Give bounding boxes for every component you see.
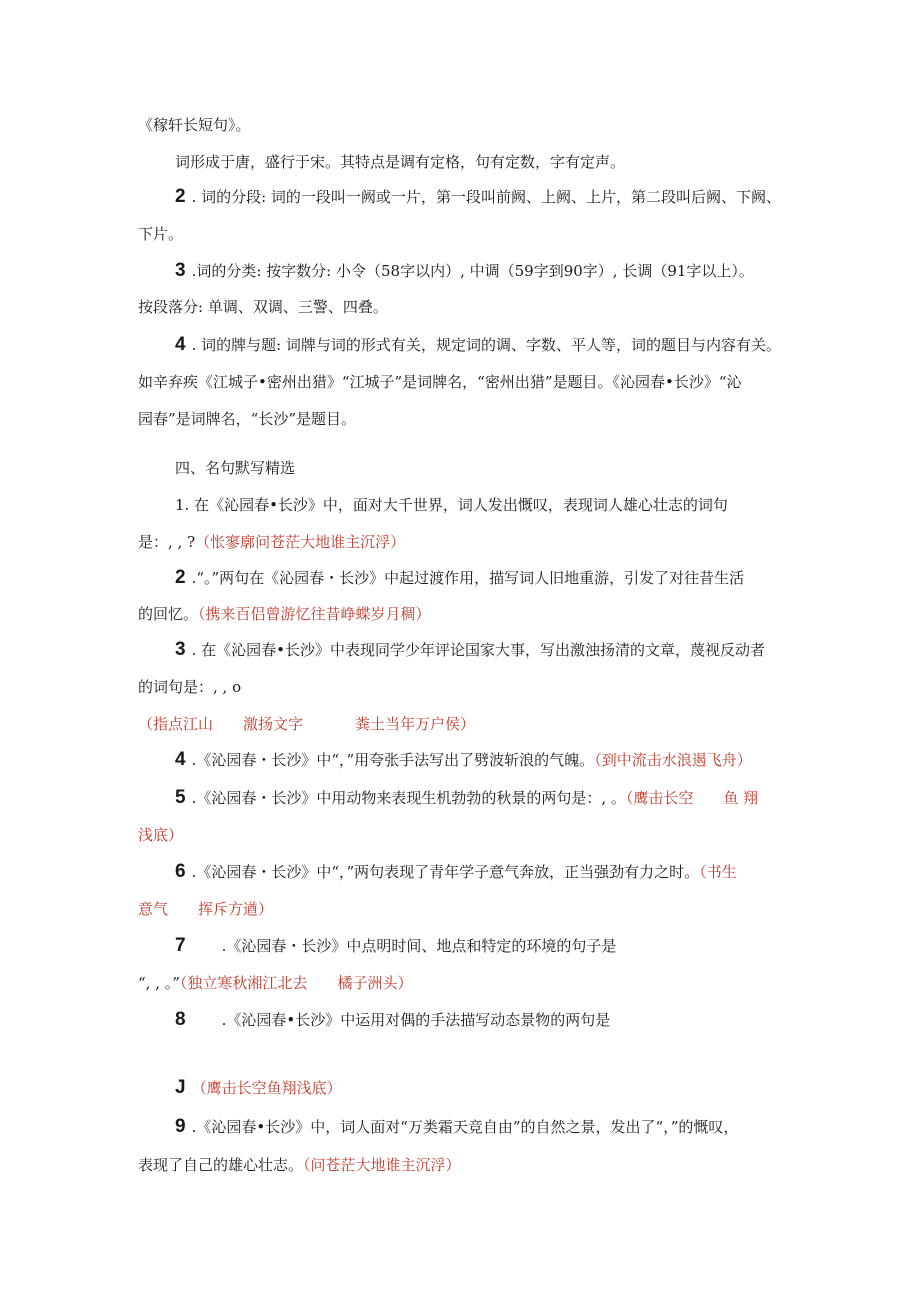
item-number: 4 <box>175 749 186 770</box>
answer-marker: J <box>175 1077 186 1098</box>
item-number: 3 <box>175 639 186 660</box>
question-7 <box>175 936 825 956</box>
section-title: 四、名句默写精选 <box>175 459 296 477</box>
answer-text: （鹰击长空 <box>625 789 694 807</box>
item-text: .词的分类: 按字数分: 小令（58字以内）, 中调（59字到90字）, 长调（91字以上）。 <box>191 262 754 280</box>
item-number: 6 <box>175 861 186 882</box>
answer-text: 粪土当年万户侯） <box>355 715 476 733</box>
question-9-cont <box>138 1155 788 1175</box>
answer-text: （独立寒秋湘江北去 <box>179 974 308 992</box>
answer-text: （指点江山 <box>138 715 214 733</box>
answer-text: （书生 <box>699 863 737 881</box>
intro-item-3-cont: 按段落分: 单调、双调、三警、四叠。 <box>138 298 388 316</box>
question-text: .《沁园春・长沙》中用动物来表现生机勃勃的秋景的两句是：, 。 <box>191 789 626 807</box>
intro-line-0: 《稼轩长短句》。 <box>138 116 251 134</box>
item-number: 5 <box>175 787 186 808</box>
item-number: 3 <box>175 260 186 281</box>
question-text: 表现了自己的雄心壮志。 <box>138 1156 304 1174</box>
item-number: 4 <box>175 334 186 355</box>
intro-item-2 <box>175 187 825 207</box>
intro-definition: 词形成于唐，盛行于宋。其特点是调有定格，句有定数，字有定声。 <box>175 153 626 171</box>
question-5 <box>175 788 825 808</box>
intro-item-4-cont-2: 园春”是词牌名，“长沙”是题目。 <box>138 410 357 428</box>
intro-item-4 <box>175 335 825 355</box>
question-text: .《沁园春・长沙》中“，”两句表现了青年学子意气奔放，正当强劲有力之时。 <box>191 863 700 881</box>
question-text: .《沁园春・长沙》中点明时间、地点和特定的环境的句子是 <box>221 937 617 955</box>
question-7-cont <box>138 973 788 993</box>
answer-text: （鹰击长空鱼翔浅底） <box>191 1079 342 1097</box>
answer-text: 浅底） <box>138 826 184 844</box>
question-6 <box>175 862 825 882</box>
question-text: .《沁园春•长沙》中，词人面对“万类霜天竞自由”的自然之景，发出了“，”的慨叹， <box>191 1118 739 1136</box>
question-3-cont: 的词句是：, , o <box>138 678 242 696</box>
answer-text: 意气 <box>138 900 169 918</box>
question-9 <box>175 1117 825 1137</box>
question-1-cont <box>138 532 788 552</box>
question-text: .《沁园春・长沙》中“，”用夸张手法写出了劈波斩浪的气魄。 <box>191 751 595 769</box>
question-8-answer <box>175 1078 825 1098</box>
item-number: 2 <box>175 567 186 588</box>
item-text: . 词的分段: 词的一段叫一阙或一片，第一段叫前阙、上阙、上片，第二段叫后阙、下阙、 <box>191 188 781 206</box>
question-text: “, , 。” <box>138 974 180 992</box>
intro-item-2-cont: 下片。 <box>138 225 184 243</box>
item-number: 7 <box>175 935 186 956</box>
question-5-cont <box>138 825 788 845</box>
question-3-answer <box>138 714 788 734</box>
item-text: . 词的牌与题: 词牌与词的形式有关，规定词的调、字数、平人等，词的题目与内容有关。 <box>191 336 781 354</box>
question-text: 是：, , ? <box>138 533 196 551</box>
answer-text: （怅寥廓问苍茫大地谁主沉浮） <box>195 533 406 551</box>
intro-item-4-cont-1: 如辛弃疾《江城子•密州出猎》“江城子”是词牌名，“密州出猎”是题目。《沁园春•长沙》“沁 <box>138 373 742 391</box>
question-text: . 在《沁园春•长沙》中表现同学少年评论国家大事，写出激浊扬清的文章，蔑视反动者 <box>191 641 765 659</box>
answer-text: 挥斥方遒） <box>198 900 274 918</box>
answer-text: 鱼 翔 <box>723 789 759 807</box>
question-text: .《沁园春•长沙》中运用对偶的手法描写动态景物的两句是 <box>221 1011 611 1029</box>
question-text: 的回忆。 <box>138 605 199 623</box>
answer-text: 橘子洲头） <box>337 974 413 992</box>
question-1: 1. 在《沁园春•长沙》中，面对大千世界，词人发出慨叹，表现词人雄心壮志的词句 <box>175 496 728 514</box>
question-text: .“。”两句在《沁园春・长沙》中起过渡作用，描写词人旧地重游，引发了对往昔生活 <box>191 569 745 587</box>
answer-text: （携来百侣曾游忆往昔峥蝶岁月稠） <box>198 605 431 623</box>
question-8 <box>175 1010 825 1030</box>
answer-text: （到中流击水浪遏飞舟） <box>594 751 752 769</box>
question-2 <box>175 568 825 588</box>
question-2-cont <box>138 604 788 624</box>
question-4 <box>175 750 825 770</box>
item-number: 8 <box>175 1009 186 1030</box>
question-3 <box>175 640 825 660</box>
item-number: 2 <box>175 186 186 207</box>
intro-item-3 <box>175 261 825 281</box>
answer-text: （问苍茫大地谁主沉浮） <box>303 1156 461 1174</box>
answer-text: 激扬文字 <box>243 715 304 733</box>
item-number: 9 <box>175 1116 186 1137</box>
question-6-cont <box>138 899 788 919</box>
